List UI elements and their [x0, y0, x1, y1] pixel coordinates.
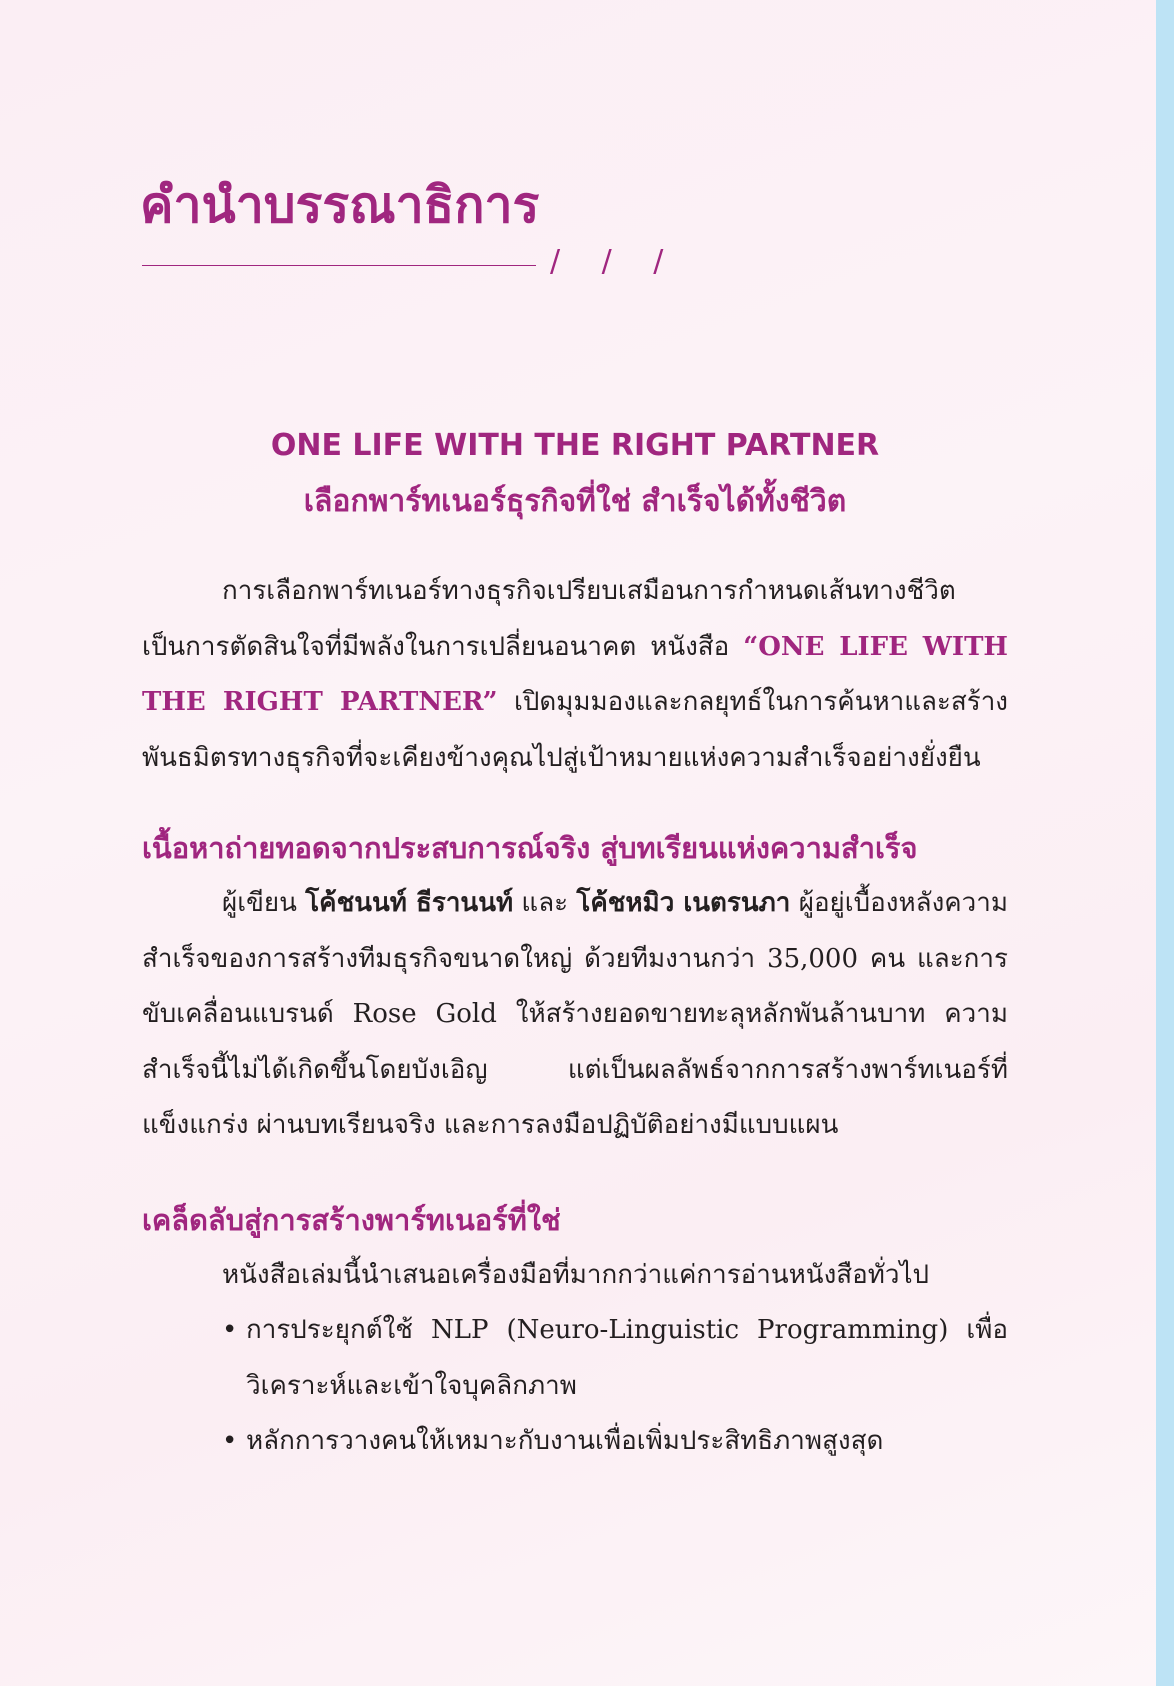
bullet-dot: • — [222, 1426, 238, 1456]
list-item — [222, 1414, 1008, 1470]
section1-text-before: ผู้เขียน — [222, 888, 306, 918]
book-title-english: ONE LIFE WITH THE RIGHT PARTNER — [270, 428, 880, 463]
section1-text-after: ผู้อยู่เบื้องหลังความสำเร็จของการสร้างทีมธุรกิจขนาดใหญ่ ด้วยทีมงานกว่า 35,000 คน และการขับเคลื่อนแบรนด์ Rose Gold ให้สร้างยอดขายทะลุหลักพันล้านบาท ความสำเร็จนี้ไม่ได้เกิดขึ้นโดยบังเอิญ แต่เป็นผลลัพธ์จากการสร้างพาร์ทเนอร์ที่แข็งแกร่ง ผ่านบทเรียนจริง และการลงมือปฏิบัติอย่างมีแบบแผน — [142, 888, 1008, 1140]
bullet-text: การประยุกต์ใช้ NLP (Neuro-Linguistic Programming) เพื่อวิเคราะห์และเข้าใจบุคลิกภาพ — [246, 1315, 1008, 1401]
intro-book-quote: “ONE LIFE WITH THE RIGHT PARTNER” — [142, 631, 1008, 717]
section2-heading: เคล็ดลับสู่การสร้างพาร์ทเนอร์ที่ใช่ — [142, 1202, 561, 1237]
section1-paragraph — [142, 876, 1008, 1154]
intro-text-part1: การเลือกพาร์ทเนอร์ทางธุรกิจเปรียบเสมือนการกำหนดเส้นทางชีวิต เป็นการตัดสินใจที่มีพลังในการเปลี่ยนอนาคต หนังสือ — [142, 576, 956, 662]
section2-intro: หนังสือเล่มนี้นำเสนอเครื่องมือที่มากกว่าแค่การอ่านหนังสือทั่วไป — [222, 1259, 930, 1290]
book-title-block — [142, 418, 1008, 530]
bullet-text: หลักการวางคนให้เหมาะกับงานเพื่อเพิ่มประสิทธิภาพสูงสุด — [246, 1426, 884, 1456]
book-title-thai: เลือกพาร์ทเนอร์ธุรกิจที่ใช่ สำเร็จได้ทั้งชีวิต — [303, 484, 847, 519]
intro-text-part2: เปิดมุมมองและกลยุทธ์ในการค้นหาและสร้างพันธมิตรทางธุรกิจที่จะเคียงข้างคุณไปสู่เป้าหมายแห่งความสำเร็จอย่างยั่งยืน — [142, 687, 1008, 773]
tools-bullet-list — [142, 1303, 1008, 1470]
list-item — [222, 1303, 1008, 1414]
intro-paragraph — [142, 564, 1008, 786]
editorial-body — [142, 418, 1008, 1470]
author-name-1: โค้ชนนท์ ธีรานนท์ — [305, 888, 514, 918]
bullet-dot: • — [222, 1315, 238, 1345]
heading-underline — [142, 265, 536, 266]
side-color-strip — [1156, 0, 1174, 1686]
heading-slash-decoration: / / / — [550, 244, 680, 279]
section1-text-and: และ — [513, 888, 577, 918]
author-name-2: โค้ชหมิว เนตรนภา — [576, 888, 791, 918]
page-heading: คำนำบรรณาธิการ — [140, 176, 540, 234]
section1-heading: เนื้อหาถ่ายทอดจากประสบการณ์จริง สู่บทเรียนแห่งความสำเร็จ — [142, 831, 918, 865]
